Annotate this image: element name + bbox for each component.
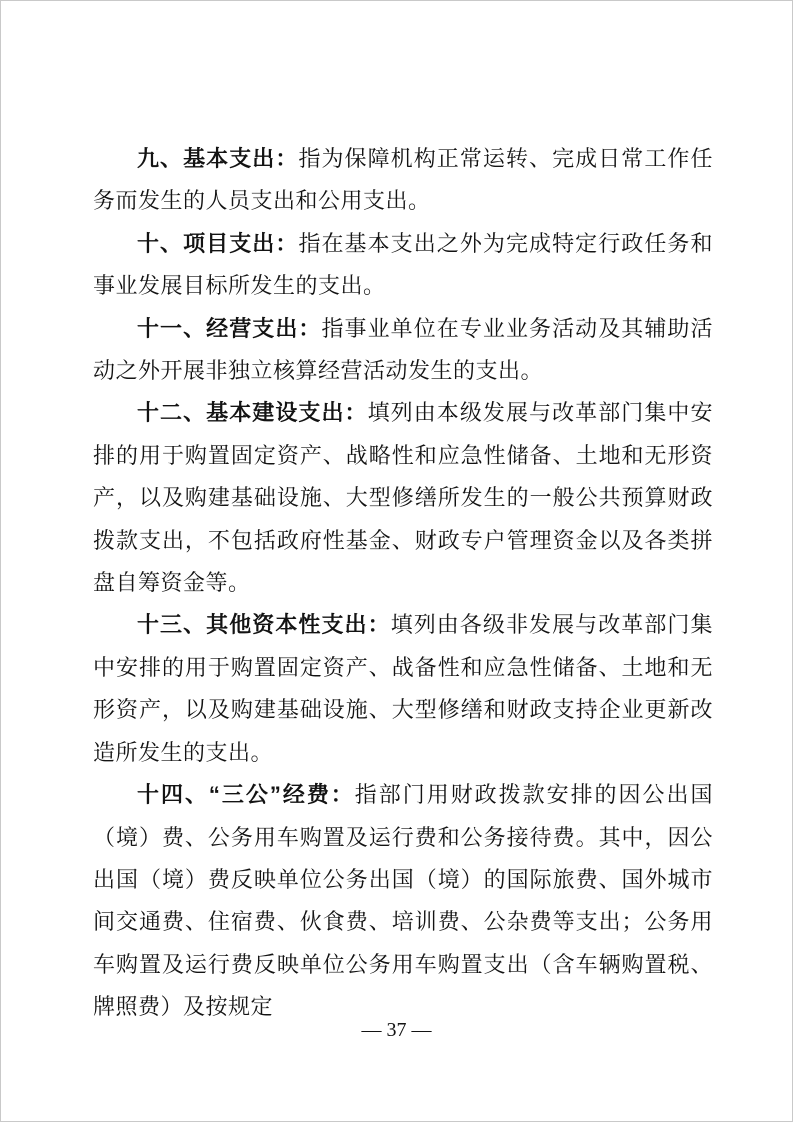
definition-paragraph-capital-construction-expenditure [93,392,713,604]
term-label: 十一、经营支出： [137,315,322,341]
definition-paragraph-other-capital-expenditure [93,604,713,774]
term-definition: 填列由本级发展与改革部门集中安排的用于购置固定资产、战略性和应急性储备、土地和无形资产，以及购建基础设施、大型修缮所发生的一般公共预算财政拨款支出，不包括政府性基金、财政专户管理资金以及各类拼盘自筹资金等。 [93,400,713,596]
document-body [93,138,713,1029]
term-label: 十三、其他资本性支出： [137,612,391,638]
term-definition: 指部门用财政拨款安排的因公出国（境）费、公务用车购置及运行费和公务接待费。其中，因公出国（境）费反映单位公务出国（境）的国际旅费、国外城市间交通费、住宿费、伙食费、培训费、公杂费等支出；公务用车购置及运行费反映单位公务用车购置支出（含车辆购置税、牌照费）及按规定 [93,782,713,1020]
term-definition: 指在基本支出之外为完成特定行政任务和事业发展目标所发生的支出。 [93,230,713,299]
term-definition: 指为保障机构正常运转、完成日常工作任务而发生的人员支出和公用支出。 [93,146,713,214]
term-definition: 指事业单位在专业业务活动及其辅助活动之外开展非独立核算经营活动发生的支出。 [93,315,713,384]
page-number: — 37 — [361,1019,432,1041]
term-label: 九、基本支出： [137,146,299,171]
term-label: 十、项目支出： [137,230,299,256]
term-label: 十二、基本建设支出： [137,400,368,426]
definition-paragraph-project-expenditure [93,223,713,308]
definition-paragraph-three-public-funds [93,774,713,1028]
term-definition: 填列由各级非发展与改革部门集中安排的用于购置固定资产、战备性和应急性储备、土地和无形资产，以及购建基础设施、大型修缮和财政支持企业更新改造所发生的支出。 [93,612,713,765]
term-label: 十四、“三公”经费： [137,782,355,808]
definition-paragraph-operating-expenditure [93,308,713,393]
definition-paragraph-basic-expenditure [93,138,713,223]
